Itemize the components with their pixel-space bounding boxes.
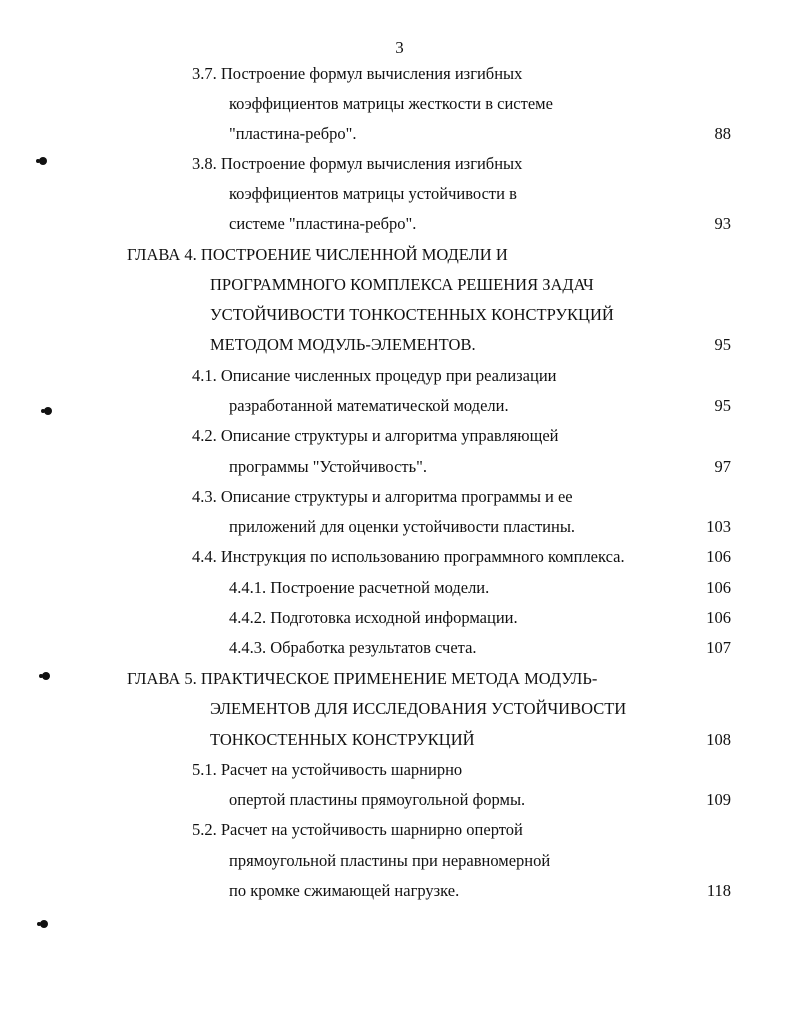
toc-entry-4-2-page: 97 — [714, 457, 731, 476]
punch-hole-mark — [44, 407, 52, 415]
toc-chapter-5-line-3: ТОНКОСТЕННЫХ КОНСТРУКЦИЙ — [210, 730, 475, 749]
page-number: 3 — [395, 38, 404, 57]
toc-entry-4-4-3-line-1: 4.4.3. Обработка результатов счета. — [229, 638, 477, 657]
toc-chapter-4-line-2: ПРОГРАММНОГО КОМПЛЕКСА РЕШЕНИЯ ЗАДАЧ — [210, 275, 594, 294]
toc-entry-4-1-page: 95 — [714, 396, 731, 415]
toc-entry-4-4-line-1: 4.4. Инструкция по использованию программного комплекса. — [192, 547, 625, 566]
toc-chapter-4-line-4: МЕТОДОМ МОДУЛЬ-ЭЛЕМЕНТОВ. — [210, 335, 476, 354]
toc-entry-4-3-line-1: 4.3. Описание структуры и алгоритма программы и ее — [192, 487, 573, 506]
toc-entry-5-1-line-2: опертой пластины прямоугольной формы. — [229, 790, 526, 809]
punch-hole-mark — [40, 920, 48, 928]
toc-entry-5-2-line-2: прямоугольной пластины при неравномерной — [229, 851, 551, 870]
toc-entry-4-3-page: 103 — [706, 517, 731, 536]
toc-entry-4-4-2-line-1: 4.4.2. Подготовка исходной информации. — [229, 608, 518, 627]
toc-chapter-4-page: 95 — [714, 335, 731, 354]
toc-entry-5-2-line-3: по кромке сжимающей нагрузке. — [229, 881, 460, 900]
punch-hole-mark — [39, 157, 47, 165]
toc-entry-4-4-page: 106 — [706, 547, 731, 566]
toc-entry-4-4-1-page: 106 — [706, 578, 731, 597]
toc-entry-4-1-line-1: 4.1. Описание численных процедур при реализации — [192, 366, 557, 385]
toc-entry-3-8-page: 93 — [714, 214, 731, 233]
toc-entry-5-1-line-1: 5.1. Расчет на устойчивость шарнирно — [192, 760, 463, 779]
toc-entry-5-1-page: 109 — [706, 790, 731, 809]
toc-entry-3-7-line-1: 3.7. Построение формул вычисления изгибных — [192, 64, 523, 83]
toc-entry-3-7-page: 88 — [714, 124, 731, 143]
toc-entry-4-1-line-2: разработанной математической модели. — [229, 396, 509, 415]
toc-chapter-5-page: 108 — [706, 730, 731, 749]
punch-hole-mark — [42, 672, 50, 680]
toc-chapter-5-line-2: ЭЛЕМЕНТОВ ДЛЯ ИССЛЕДОВАНИЯ УСТОЙЧИВОСТИ — [210, 699, 627, 718]
toc-entry-4-4-3-page: 107 — [706, 638, 731, 657]
toc-entry-4-2-line-2: программы "Устойчивость". — [229, 457, 427, 476]
toc-entry-3-8-line-1: 3.8. Построение формул вычисления изгибных — [192, 154, 523, 173]
toc-chapter-4-line-3: УСТОЙЧИВОСТИ ТОНКОСТЕННЫХ КОНСТРУКЦИЙ — [210, 305, 614, 324]
toc-entry-3-8-line-3: системе "пластина-ребро". — [229, 214, 417, 233]
toc-chapter-4-line-1: ГЛАВА 4. ПОСТРОЕНИЕ ЧИСЛЕННОЙ МОДЕЛИ И — [127, 245, 508, 264]
toc-entry-4-2-line-1: 4.2. Описание структуры и алгоритма управляющей — [192, 426, 559, 445]
toc-entry-3-8-line-2: коэффициентов матрицы устойчивости в — [229, 184, 517, 203]
toc-entry-3-7-line-2: коэффициентов матрицы жесткости в системе — [229, 94, 553, 113]
toc-entry-4-3-line-2: приложений для оценки устойчивости пластины. — [229, 517, 576, 536]
toc-entry-3-7-line-3: "пластина-ребро". — [229, 124, 357, 143]
toc-entry-5-2-page: 118 — [706, 881, 731, 900]
toc-entry-5-2-line-1: 5.2. Расчет на устойчивость шарнирно опертой — [192, 820, 523, 839]
toc-chapter-5-line-1: ГЛАВА 5. ПРАКТИЧЕСКОЕ ПРИМЕНЕНИЕ МЕТОДА МОДУЛЬ- — [127, 669, 598, 688]
toc-entry-4-4-2-page: 106 — [706, 608, 731, 627]
toc-entry-4-4-1-line-1: 4.4.1. Построение расчетной модели. — [229, 578, 490, 597]
